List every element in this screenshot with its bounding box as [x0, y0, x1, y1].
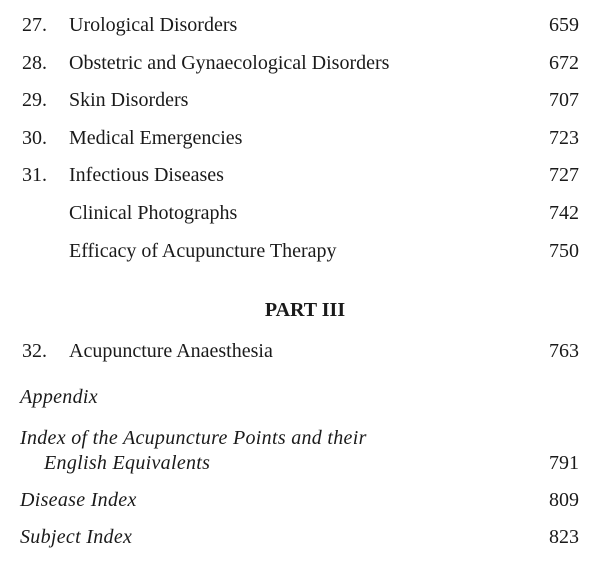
toc-entry [0, 12, 600, 38]
chapter-title: Obstetric and Gynaecological Disorders [69, 52, 390, 74]
page-number: 750 [549, 240, 579, 262]
chapter-number: 27. [22, 14, 47, 36]
appendix-entry-line2 [0, 450, 600, 476]
chapter-number: 30. [22, 127, 47, 149]
chapter-title: Infectious Diseases [69, 164, 224, 186]
page-number: 742 [549, 202, 579, 224]
part-heading: PART III [264, 299, 346, 321]
appendix-entry [0, 524, 600, 550]
toc-entry [0, 125, 600, 151]
appendix-item-title: Disease Index [20, 489, 137, 511]
appendix-item-title: Subject Index [20, 526, 133, 548]
toc-entry [0, 162, 600, 188]
section-title: Clinical Photographs [69, 202, 238, 224]
appendix-entry-line1 [0, 425, 600, 451]
page-number: 727 [549, 164, 579, 186]
appendix-item-title-continued: English Equivalents [44, 452, 211, 474]
page-number: 791 [549, 452, 579, 474]
page-number: 707 [549, 89, 579, 111]
page-number: 823 [549, 526, 579, 548]
appendix-entry [0, 487, 600, 513]
page-number: 809 [549, 489, 579, 511]
page-number: 763 [549, 340, 579, 362]
chapter-title: Medical Emergencies [69, 127, 243, 149]
toc-entry [0, 238, 600, 264]
appendix-heading-row [0, 384, 600, 410]
chapter-title: Urological Disorders [69, 14, 238, 36]
appendix-item-title: Index of the Acupuncture Points and their [20, 427, 367, 449]
chapter-number: 28. [22, 52, 47, 74]
chapter-number: 31. [22, 164, 47, 186]
chapter-title: Skin Disorders [69, 89, 189, 111]
chapter-number: 29. [22, 89, 47, 111]
toc-entry [0, 200, 600, 226]
toc-entry [0, 338, 600, 364]
page-number: 659 [549, 14, 579, 36]
page-number: 723 [549, 127, 579, 149]
chapter-title: Acupuncture Anaesthesia [69, 340, 273, 362]
appendix-heading: Appendix [20, 386, 98, 408]
toc-entry [0, 50, 600, 76]
chapter-number: 32. [22, 340, 47, 362]
toc-entry [0, 87, 600, 113]
section-title: Efficacy of Acupuncture Therapy [69, 240, 337, 262]
page-number: 672 [549, 52, 579, 74]
